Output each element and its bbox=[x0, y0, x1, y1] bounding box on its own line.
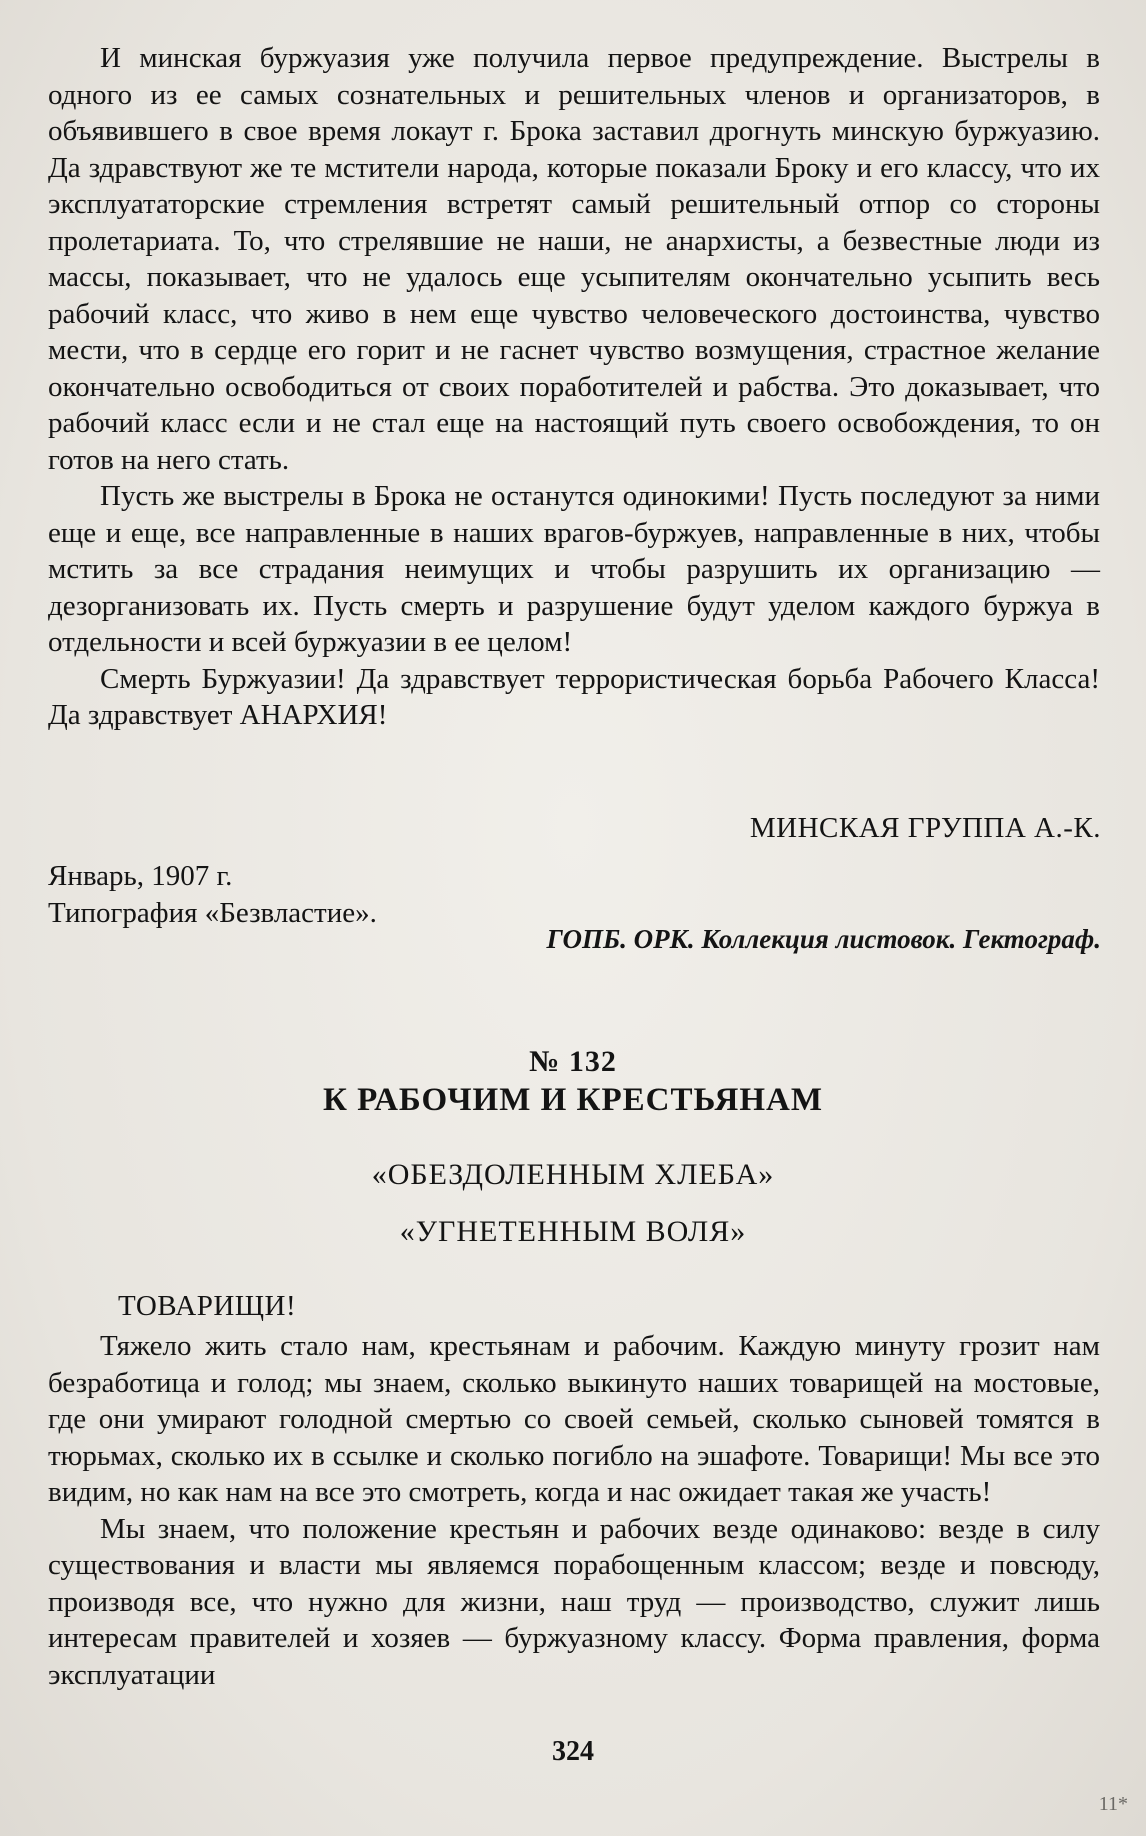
source-note: ГОПБ. ОРК. Коллекция листовок. Гектограф. bbox=[546, 924, 1101, 954]
slogan-freedom: «УГНЕТЕННЫМ ВОЛЯ» bbox=[399, 1215, 747, 1248]
printer-line: Типография «Безвластие». bbox=[48, 897, 377, 929]
signature: МИНСКАЯ ГРУППА А.-К. bbox=[749, 812, 1101, 844]
paragraph-5: Мы знаем, что положение крестьян и рабочих везде одинаково: везде в силу существования и власти мы являемся порабощенным классом; везде и повсюду, производя все, что нужно для жизни, наш труд — производство, служит лишь интересам правителей и хозяев — буржуазному классу. Форма правления, форма эксплуатации bbox=[48, 1512, 1100, 1691]
date-line: Январь, 1907 г. bbox=[48, 860, 233, 892]
top-text-block bbox=[48, 40, 1100, 734]
paragraph-3: Смерть Буржуазии! Да здравствует террористическая борьба Рабочего Класса! Да здравствует АНАРХИЯ! bbox=[48, 662, 1100, 731]
slogan-bread: «ОБЕЗДОЛЕННЫМ ХЛЕБА» bbox=[371, 1158, 775, 1191]
paragraph-2: Пусть же выстрелы в Брока не останутся одинокими! Пусть последуют за ними еще и еще, все направленные в наших врагов-буржуев, направленные в них, чтобы мстить за все страдания неимущих и чтобы разрушить их организацию — дезорганизовать их. Пусть смерть и разрушение будут уделом каждого буржуа в отдельности и всей буржуазии в ее целом! bbox=[48, 480, 1100, 658]
corner-mark: 11* bbox=[1098, 1793, 1128, 1815]
document-number: № 132 bbox=[529, 1045, 617, 1078]
paragraph-4: Тяжело жить стало нам, крестьянам и рабочим. Каждую минуту грозит нам безработица и голод; мы знаем, сколько выкинуто наших товарищей на мостовые, где они умирают голодной смертью со своей семьей, сколько сыновей томятся в тюрьмах, сколько их в ссылке и сколько погибло на эшафоте. Товарищи! Мы все это видим, но как нам на все это смотреть, когда и нас ожидает такая же участь! bbox=[48, 1330, 1100, 1508]
page-number: 324 bbox=[552, 1736, 594, 1767]
paragraph-1: И минская буржуазия уже получила первое предупреждение. Выстрелы в одного из ее самых сознательных и решительных членов и организаторов, в объявившего в свое время локаут г. Брока заставил дрогнуть минскую буржуазию. Да здравствуют же те мстители народа, которые показали Броку и его классу, что их эксплуататорские стремления встретят самый решительный отпор со стороны пролетариата. То, что стрелявшие не наши, не анархисты, а безвестные люди из массы, показывает, что не удалось еще усыпителям окончательно усыпить весь рабочий класс, что живо в нем еще чувство человеческого достоинства, чувство мести, что в сердце его горит и не гаснет чувство возмущения, страстное желание окончательно освободиться от своих поработителей и рабства. Это доказывает, что рабочий класс если и не стал еще на настоящий путь своего освобождения, то он готов на него стать. bbox=[48, 42, 1100, 476]
greeting: ТОВАРИЩИ! bbox=[118, 1290, 297, 1322]
bottom-text-block bbox=[48, 1328, 1100, 1693]
document-title: К РАБОЧИМ И КРЕСТЬЯНАМ bbox=[322, 1082, 824, 1118]
